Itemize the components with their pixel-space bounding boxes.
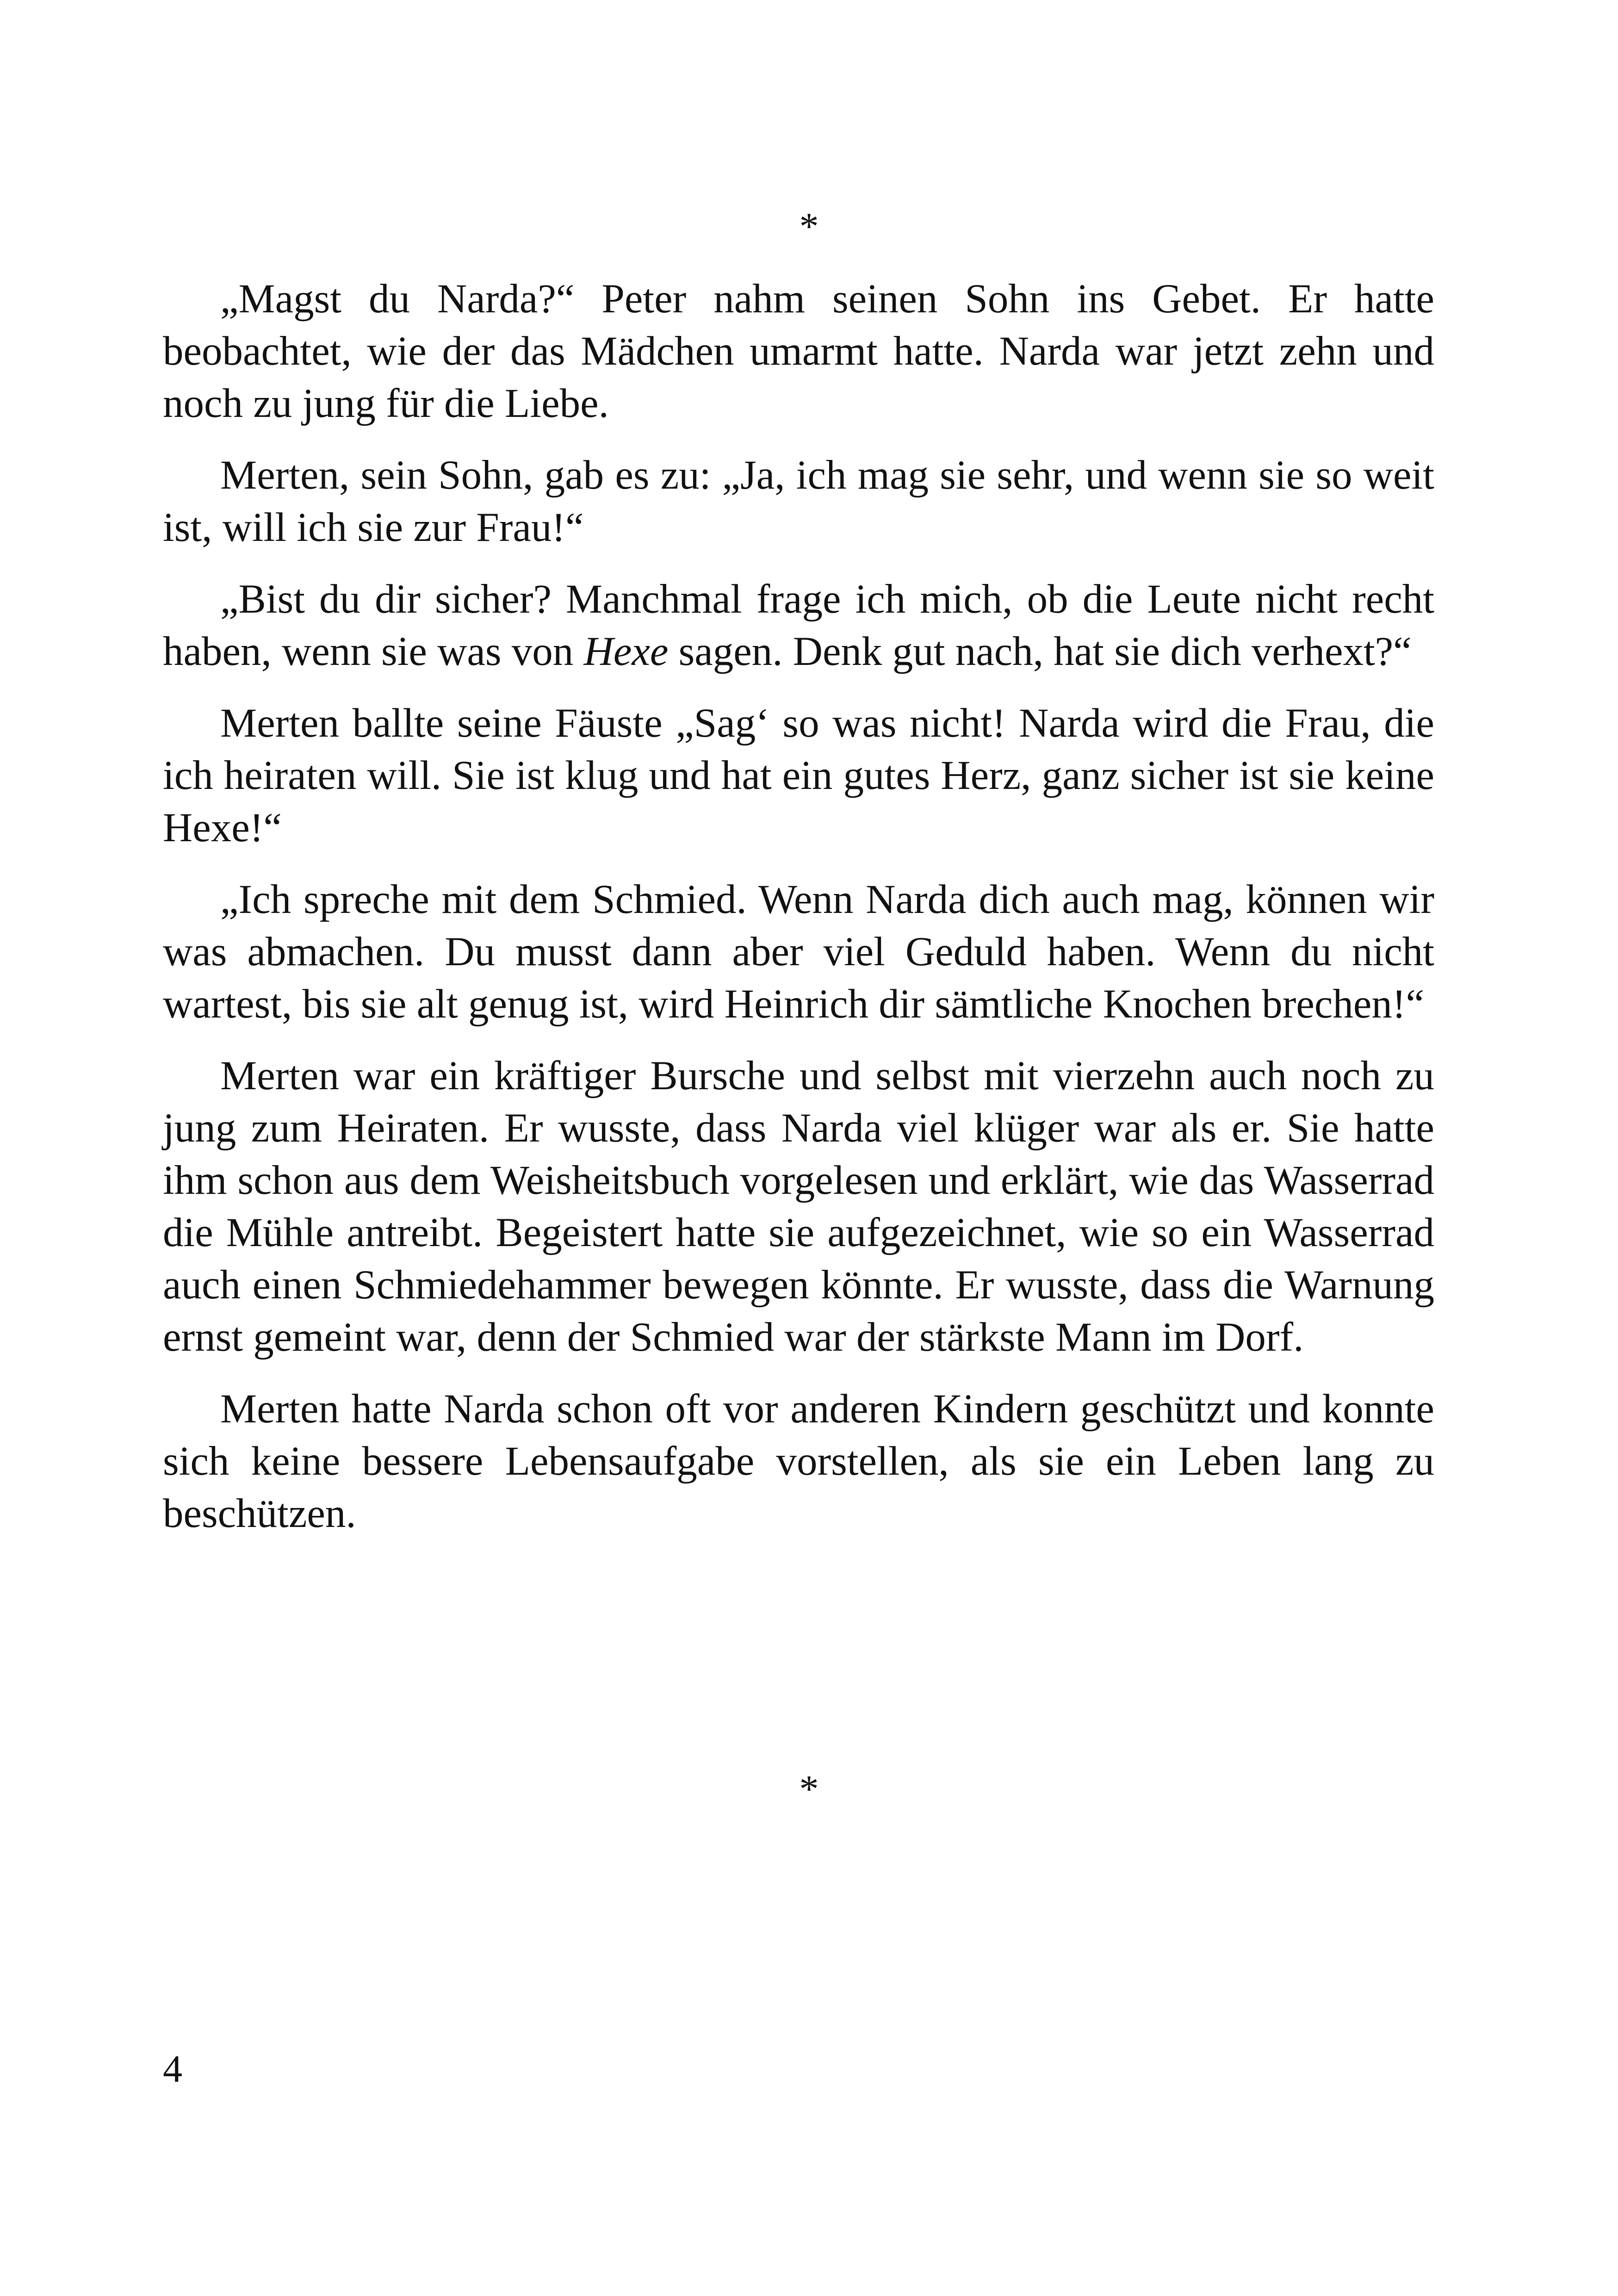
- paragraph-1: „Magst du Narda?“ Peter nahm seinen Sohn ins Gebet. Er hatte beobachtet, wie der das Mädchen umarmt hatte. Narda war jetzt zehn und noch zu jung für die Liebe.: [163, 276, 1434, 426]
- paragraph-6: Merten war ein kräftiger Bursche und selbst mit vierzehn auch noch zu jung zum Heiraten. Er wusste, dass Narda viel klüger war als er. Sie hatte ihm schon aus dem Weisheitsbuch vorgelesen und erklärt, wie das Wasserrad die Mühle antreibt. Begeistert hatte sie aufgezeichnet, wie so ein Wasserrad auch einen Schmiedehammer bewegen könnte. Er wusste, dass die Warnung ernst gemeint war, denn der Schmied war der stärkste Mann im Dorf.: [163, 1053, 1434, 1360]
- paragraph-3-after: sagen. Denk gut nach, hat sie dich verhext?“: [668, 629, 1412, 674]
- paragraph-7: Merten hatte Narda schon oft vor anderen Kindern geschützt und konnte sich keine bessere Lebensaufgabe vorstellen, als sie ein Leben lang zu beschützen.: [163, 1386, 1434, 1536]
- paragraph-4: Merten ballte seine Fäuste „Sag‘ so was nicht! Narda wird die Frau, die ich heiraten will. Sie ist klug und hat ein gutes Herz, ganz sicher ist sie keine Hexe!“: [163, 701, 1434, 850]
- body-text: [163, 273, 1434, 1559]
- paragraph-3-italic-word: Hexe: [583, 629, 669, 674]
- paragraph-3: [163, 573, 1434, 678]
- section-separator-bottom: *: [799, 1768, 819, 1811]
- paragraph-2: Merten, sein Sohn, gab es zu: „Ja, ich mag sie sehr, und wenn sie so weit ist, will ich sie zur Frau!“: [163, 453, 1434, 550]
- section-separator-top: *: [799, 205, 819, 248]
- paragraph-5: „Ich spreche mit dem Schmied. Wenn Narda dich auch mag, können wir was abmachen. Du musst dann aber viel Geduld haben. Wenn du nicht wartest, bis sie alt genug ist, wird Heinrich dir sämtliche Knochen brechen!“: [163, 877, 1434, 1027]
- page-number: 4: [163, 2048, 182, 2091]
- paragraph-3-before: „Bist du dir sicher? Manchmal frage ich mich, ob die Leute nicht recht haben, wenn sie was von: [163, 577, 1434, 674]
